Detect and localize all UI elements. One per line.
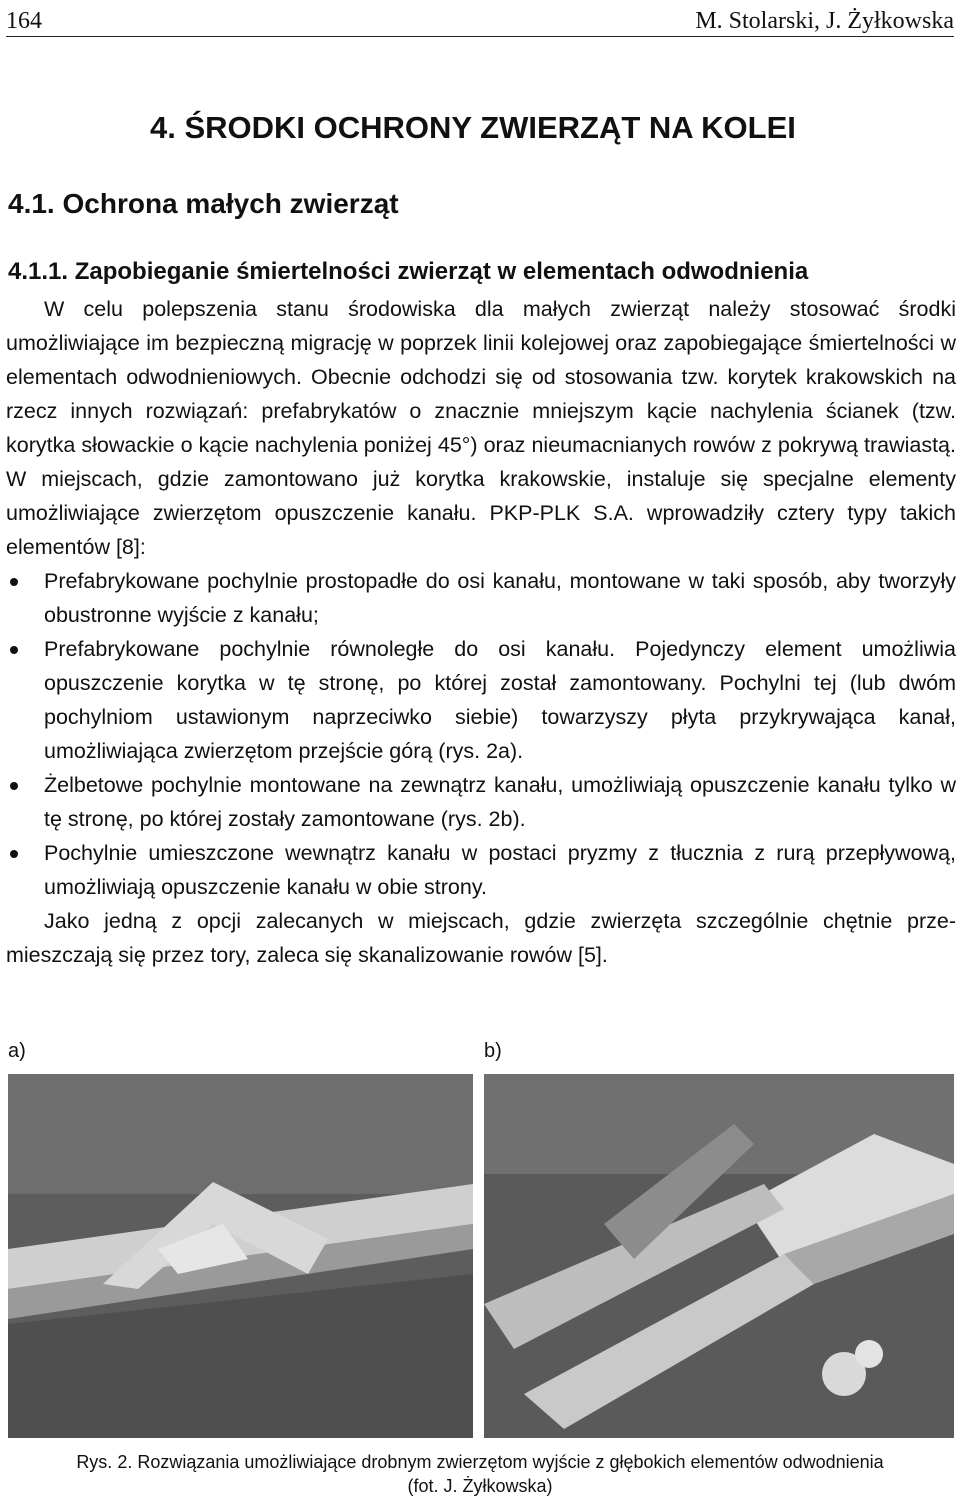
- figure-label-b: b): [484, 1040, 502, 1062]
- photo-a: [8, 1074, 473, 1438]
- figure-caption-line: Rys. 2. Rozwiązania umożliwiające drobnym zwierzętom wyjście z głębokich elementów odwodnienia: [76, 1452, 884, 1472]
- running-header-authors: M. Stolarski, J. Żyłkowska: [695, 8, 954, 34]
- bullet-item: Prefabrykowane pochylnie prostopadłe do osi kanału, montowane w taki sposób, aby tworzyły obustronne wyjście z kanału;: [6, 564, 956, 632]
- bullet-list: [6, 564, 956, 904]
- photo-b: [484, 1074, 954, 1438]
- page-number: 164: [6, 8, 42, 34]
- body-text: [6, 292, 956, 972]
- paragraph: W celu polepszenia stanu środowiska dla małych zwierząt należy stosować środki umożliwiające im bezpieczną migrację w poprzek linii kolejowej oraz zapobiegające śmiertelności w elementach odwodnieniowych. Obecnie odchodzi się od stosowania tzw. korytek krakowskich na rzecz innych rozwiązań: prefabrykatów o znacznie mniejszym kącie nachylenia ścianek (tzw. korytka słowackie o kącie nachylenia poniżej 45°) oraz nieumacnianych rowów z pokrywą trawiastą. W miejscach, gdzie zamontowano już korytka krakowskie, instaluje się specjalne elementy umożliwiające zwierzętom opuszczenie kanału. PKP-PLK S.A. wprowadziły cztery typy takich elementów [8]:: [6, 297, 956, 559]
- chapter-title: 4. ŚRODKI OCHRONY ZWIERZĄT NA KOLEI: [150, 110, 796, 145]
- subsection-title: 4.1.1. Zapobieganie śmiertelności zwierząt w elementach odwodnienia: [8, 258, 809, 285]
- figure-caption-credit: (fot. J. Żyłkowska): [407, 1476, 553, 1496]
- figure-label-a: a): [8, 1040, 26, 1062]
- paragraph: Jako jedną z opcji zalecanych w miejscach, gdzie zwierzęta szczególnie chętnie przemieszczają się przez tory, zaleca się skanalizowanie rowów [5].: [6, 909, 956, 967]
- figure-caption: [0, 1450, 960, 1498]
- bullet-item: Pochylnie umieszczone wewnątrz kanału w postaci pryzmy z tłucznia z rurą przepływową, umożliwiają opuszczenie kanału w obie strony.: [6, 836, 956, 904]
- bullet-item: Żelbetowe pochylnie montowane na zewnątrz kanału, umożliwiają opuszczenie kanału tylko w tę stronę, po której zostały zamontowane (rys. 2b).: [6, 768, 956, 836]
- section-title: 4.1. Ochrona małych zwierząt: [8, 188, 399, 219]
- running-header: [6, 6, 954, 37]
- bullet-item: Prefabrykowane pochylnie równoległe do osi kanału. Pojedynczy element umożliwia opuszczenie korytka w tę stronę, po której został zamontowany. Pochylni tej (lub dwóm pochylniom ustawionym naprzeciwko siebie) towarzyszy płyta przykrywająca kanał, umożliwiająca zwierzętom przejście górą (rys. 2a).: [6, 632, 956, 768]
